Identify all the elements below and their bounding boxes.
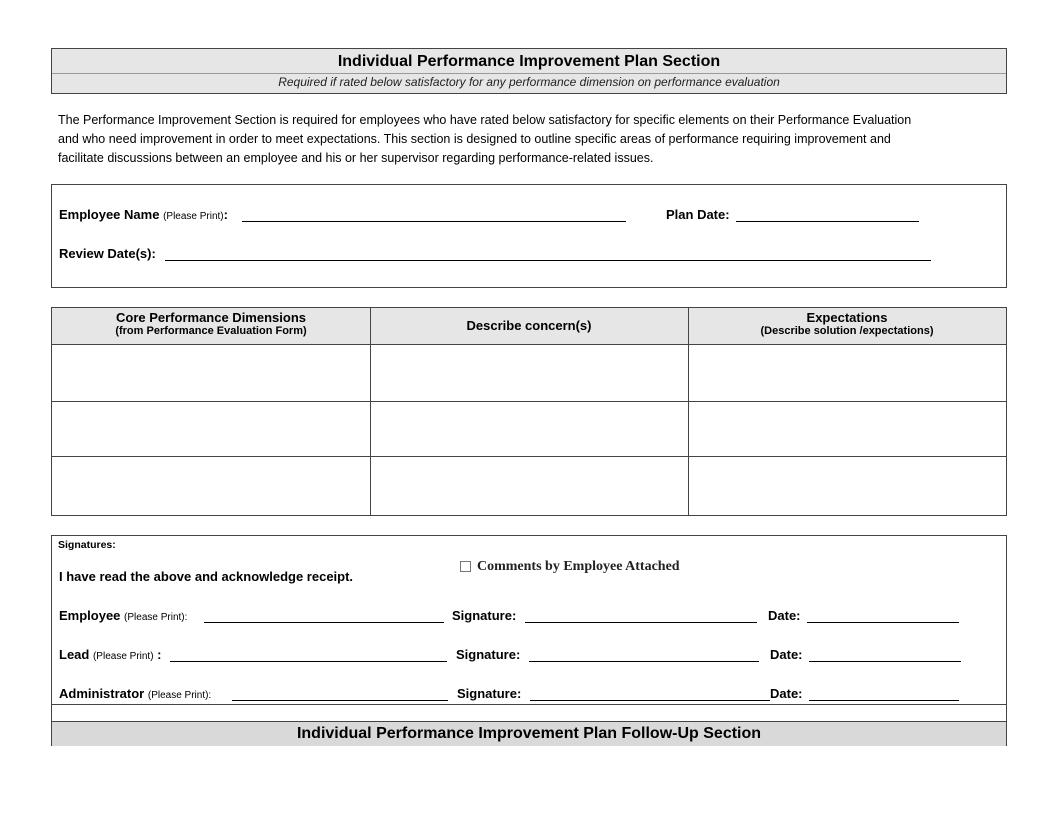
review-dates-label: Review Date(s): (59, 246, 156, 261)
lead-signature-field[interactable] (529, 661, 759, 662)
lead-label: Lead (59, 647, 90, 662)
plan-title: Individual Performance Improvement Plan Section (337, 53, 721, 70)
date-label: Date: (770, 686, 803, 701)
table-cell-concern[interactable] (371, 345, 688, 401)
employee-info-box (51, 184, 1007, 288)
acknowledge-text: I have read the above and acknowledge receipt. (59, 569, 354, 584)
table-cell-expectation[interactable] (689, 402, 1006, 456)
administrator-date-field[interactable] (809, 700, 959, 701)
comments-attached-checkbox[interactable] (460, 561, 471, 572)
employee-signature-field[interactable] (525, 622, 757, 623)
administrator-sig-label-group (59, 686, 211, 701)
table-cell-concern[interactable] (371, 457, 688, 515)
employee-name-colon: : (223, 207, 228, 222)
column-header-expectations (688, 308, 1006, 345)
table-cell-expectation[interactable] (689, 345, 1006, 401)
signature-label: Signature: (457, 686, 522, 701)
lead-date-field[interactable] (809, 661, 961, 662)
plan-subtitle: Required if rated below satisfactory for any performance dimension on performance evaluation (278, 75, 780, 89)
table-cell-dimension[interactable] (52, 345, 370, 401)
intro-paragraph (58, 111, 1003, 168)
employee-print-field[interactable] (204, 622, 444, 623)
lead-sig-label-group: Lead (Please Print) : (59, 647, 162, 662)
followup-section-header (52, 721, 1006, 746)
signatures-heading: Signatures: (58, 539, 116, 551)
plan-header (51, 48, 1007, 94)
column-subtitle: (Describe solution /expectations) (760, 325, 934, 337)
table-cell-concern[interactable] (371, 402, 688, 456)
administrator-label: Administrator (59, 686, 145, 701)
column-title: Expectations (806, 310, 888, 325)
employee-name-field[interactable] (242, 221, 626, 222)
column-header-concerns (370, 308, 688, 345)
signature-label: Signature: (452, 608, 517, 623)
column-subtitle: (from Performance Evaluation Form) (115, 325, 307, 337)
employee-date-field[interactable] (807, 622, 959, 623)
header-divider (52, 73, 1006, 74)
table-cell-expectation[interactable] (689, 457, 1006, 515)
intro-line: The Performance Improvement Section is required for employees who have rated below satisfactory for specific elements on their Performance Evaluation (58, 113, 912, 127)
administrator-signature-field[interactable] (530, 700, 770, 701)
please-print-note: (Please Print) (163, 211, 224, 222)
column-title: Core Performance Dimensions (115, 310, 306, 325)
followup-title: Individual Performance Improvement Plan Follow-Up Section (296, 725, 762, 742)
employee-name-label: Employee Name (59, 207, 160, 222)
table-cell-dimension[interactable] (52, 402, 370, 456)
column-header-dimensions (52, 308, 370, 345)
column-title: Describe concern(s) (466, 318, 592, 333)
administrator-print-field[interactable] (232, 700, 448, 701)
concern-table (51, 307, 1007, 516)
signature-label: Signature: (456, 647, 521, 662)
employee-sig-label-group (59, 608, 187, 623)
plan-date-label: Plan Date: (666, 207, 730, 222)
intro-line: and who need improvement in order to meet expectations. This section is designed to outline specific areas of performance requiring improvement and (58, 132, 891, 146)
signatures-divider (52, 704, 1006, 705)
lead-print-field[interactable] (170, 661, 447, 662)
please-print-note: (Please Print): (147, 690, 212, 701)
employee-label: Employee (59, 608, 121, 623)
employee-name-label-group (59, 207, 228, 222)
signatures-box (51, 535, 1007, 746)
table-cell-dimension[interactable] (52, 457, 370, 515)
please-print-note: (Please Print): (124, 612, 188, 623)
plan-date-field[interactable] (736, 221, 919, 222)
review-dates-field[interactable] (165, 260, 931, 261)
intro-line: facilitate discussions between an employee and his or her supervisor regarding performance-related issues. (58, 151, 654, 165)
please-print-note: (Please Print) (92, 651, 154, 662)
date-label: Date: (770, 647, 803, 662)
date-label: Date: (768, 608, 801, 623)
comments-attached-label: Comments by Employee Attached (477, 559, 680, 574)
